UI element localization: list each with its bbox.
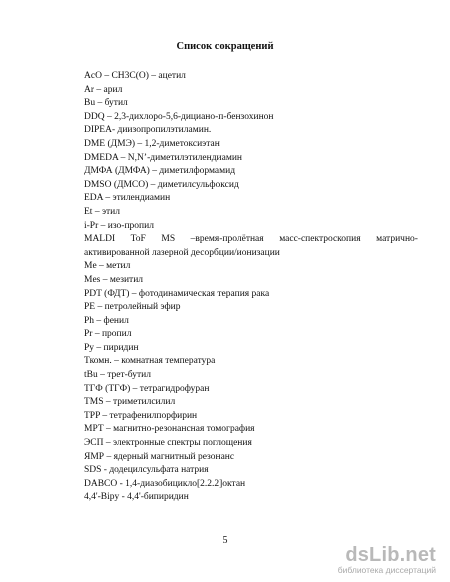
maldi-word: MS [161,234,176,245]
abbreviation-entry: ЭСП – электронные спектры поглощения [84,438,252,449]
abbreviation-entry: EDA – этилендиамин [84,193,171,204]
maldi-line-2: активированной лазерной десорбции/ионизации [84,247,280,258]
maldi-word: масс-спектроскопия [279,234,361,245]
abbreviation-entry: TMS – триметилсилил [84,397,176,408]
abbreviation-entry: Py – пиридин [84,342,139,353]
maldi-word: матрично- [376,234,418,245]
abbreviation-entry: Bu – бутил [84,98,128,109]
abbreviation-entry: DABCO - 1,4-диазобицикло[2.2.2]октан [84,478,246,489]
abbreviation-entry: ТГФ (ТГФ) – тетрагидрофуран [84,383,210,394]
abbreviation-entry: DIPEA- диизопропилэтиламин. [84,125,212,136]
abbreviation-entry: DME (ДМЭ) – 1,2-диметоксиэтан [84,138,220,149]
maldi-line-1 [84,233,418,247]
abbreviation-entry: i-Pr – изо-пропил [84,220,154,231]
page-title: Список сокращений [176,41,274,52]
abbreviation-entry: DDQ – 2,3-дихлоро-5,6-дициано-п-бензохинон [84,111,274,122]
abbreviation-entry: TPP – тетрафенилпорфирин [84,410,198,421]
abbreviation-entry: Ar – арил [84,84,123,95]
abbreviation-entry: МРТ – магнитно-резонансная томография [84,424,255,435]
abbreviation-entry: AcO – CH3C(O) – ацетил [84,71,186,81]
abbreviation-entry: tBu – трет-бутил [84,370,151,381]
abbreviation-entry: SDS - додецилсульфата натрия [84,465,209,476]
watermark-brand: dsLib.net [345,544,436,566]
watermark [318,545,436,576]
abbreviation-entry: Pr – пропил [84,329,132,340]
watermark-subtitle: библиотека диссертаций [337,565,436,575]
abbreviation-entry: ДМФА (ДМФА) – диметилформамид [84,166,236,177]
maldi-word: –время-пролётная [190,234,264,245]
abbreviation-entry: ЯМР – ядерный магнитный резонанс [84,451,235,462]
abbreviation-entry: Me – метил [84,261,131,272]
page-number: 5 [222,535,228,546]
abbreviation-entry: DMEDA – N,N’-диметилэтилендиамин [84,152,243,163]
abbreviation-entry: Mes – мезитил [84,274,144,285]
maldi-word: ToF [130,234,146,245]
abbreviation-entry: Ткомн. – комнатная температура [84,356,216,367]
abbreviation-entry: Et – этил [84,206,120,217]
maldi-word: MALDI [84,234,116,245]
abbreviation-entry: Ph – фенил [84,315,129,326]
abbreviation-entry: PE – петролейный эфир [84,302,181,313]
abbreviation-entry: 4,4'-Bipy - 4,4'-бипиридин [84,492,189,503]
abbreviation-entry: DMSO (ДМСО) – диметилсульфоксид [84,179,239,190]
abbreviation-list [84,70,424,505]
maldi-entry [84,233,424,260]
abbreviation-entry: PDT (ФДТ) – фотодинамическая терапия рака [84,288,270,299]
